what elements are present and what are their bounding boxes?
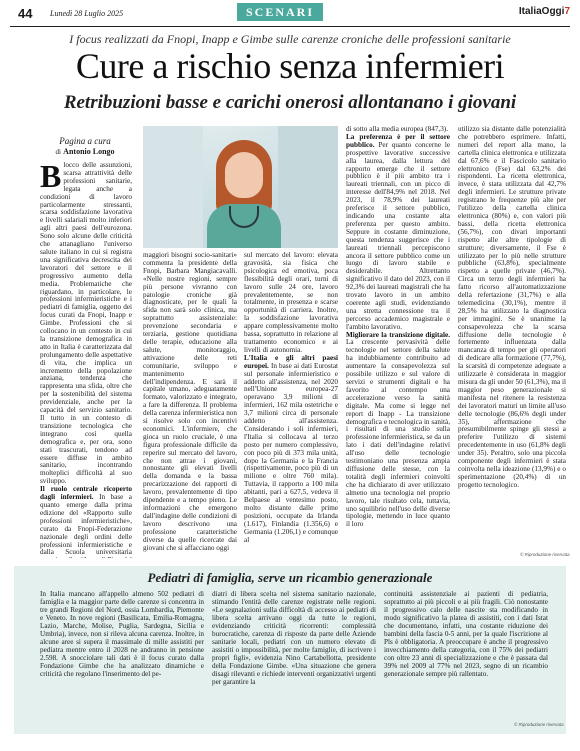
article-credit: © Riproduzione riservata (520, 552, 570, 557)
article-subheading: Il ruolo centrale ricoperto dagli infermieri. (40, 485, 132, 502)
sidebar-box (14, 566, 566, 734)
box-text: continuità assistenziale ai pazienti di pediatria, soprattutto ai più piccoli e ai più fragili. Ciò nonostante il progressivo calo delle nascite sta modificando in modo significativo la platea di assistiti, con i dati Istat che documentano, infatti, una costante riduzione dei bambini della fascia 0-5 anni, per la quale l'iscrizione al Pls è obbligatoria. A preoccupare è anche il progressivo invecchiamento della categoria, con il 75% dei pediatri con oltre 23 anni di specializzazione e che è passata dal 39% nel 2009 al 77% nel 2023, segno di un ricambio generazionale sempre più rallentato. (384, 590, 548, 678)
article-subheading: L'Italia e gli altri paesi europei. (244, 353, 338, 370)
page-number: 44 (18, 6, 33, 21)
article-text: In base a quanto emerge dalla prima edizione del «Rapporto sulle professioni infermieristiche», curato da Fnopi-Federazione nazionale degli ordini delle professioni infermieristiche e dalla Scuola universitaria (40, 493, 132, 557)
article-column-5 (458, 126, 566, 550)
box-credit: © Riproduzione riservata (514, 722, 564, 727)
article-subheading: Migliorare la transizione digitale. (346, 330, 450, 339)
article-text: La crescente pervasività delle tecnologie nel settore della salute ha indubbiamente contribuito ad aumentare la consapevolezza sul possibile utilizzo e sul valore di servizi e strumenti digitali e ha favorito al contempo una accelerazione verso la sanità digitale. Ma come si legge nel report di Inapp - La transizione demografica e tecnologica in sanità, i risultati di una studio sulla professione infermieristica, se da un lato i dati dell'indagine relativi all'uso delle tecnologie testimoniano una presenza ampia diffusione delle stesse, con la totalità degli infermieri coinvolti che ha dichiarato di aver utilizzato almeno una tecnologia nel proprio lavoro, tale risultato cela, tuttavia, uno squilibrio nell'uso delle diverse tipologie, mettendo in luce quanto il loro (346, 338, 450, 529)
box-text: In Italia mancano all'appello almeno 502 pediatri di famiglia e la maggior parte delle carenze si concentra in tre grandi Regioni del Nord, ossia Lombardia, Piemonte e Veneto. In nove regioni (Basilicata, Emilia-Romagna, Lazio, Marche, Molise, Puglia, Sardegna, Sicilia e Umbria), invece, non si rileva alcuna carenza. Inoltre, in alcune aree si supera il massimale di mille assistiti per pediatra mentre entro il 2028 ne andranno in pensione 2.598. A snocciolare tali dati è il focus curato dalla Fondazione Gimbe che ha analizzato dinamiche e criticità che regolano l'inserimento del pe- (40, 590, 204, 678)
box-column-2 (212, 590, 376, 728)
section-label: SCENARI (237, 3, 323, 21)
issue-date: Lunedì 28 Luglio 2025 (50, 9, 124, 18)
article-text: maggiori bisogni socio-sanitari» commenta la presidente della Fnopi, Barbara Mangiacavalli. «Nelle nostre regioni, sempre più persone vivranno con patologie croniche già diagnosticate, per le quali la sfida non sarà solo clinica, ma soprattutto assistenziale: prevenzione secondaria e terziaria, gestione quotidiana delle terapie, educazione alla salute, monitoraggio, attivazione delle reti comunitarie, sviluppo e mantenimento dell'indipendenza. E sarà il capitale umano, adeguatamente formato, valorizzato e integrato, a fare la differenza. Il problema della carenza infermieristica non si risolve solo con incentivi economici. L'infermiere, che gioca un ruolo cruciale, è una figura professionale difficile da reperire sul mercato del lavoro, che non attrae i giovani, nonostante gli elevati livelli della domanda e la bassa precarizzazione dei rapporti di lavoro, prevalentemente di tipo dipendente e a tempo pieno. Le informazioni che emergono dall'indagine delle condizioni di lavoro descrivono una professione caratteristiche diverse da quelle ricercate dai giovani che si affacciano oggi (143, 252, 237, 552)
article-column-2 (143, 252, 237, 558)
article-text: utilizzo sia distante dalle potenzialità che potrebbero esprimere. Infatti, numeri del report alla mano, la cartella clinica elettronica e utilizzata dal 67,6% e il Fascicolo sanitario elettronico (Fse) dal 63,2% dei rispondenti. La ricetta elettronica, invece, è stata utilizzata dal 42,7% degli infermieri. Le strutture private registrano le frequenze più alte per l'utilizzo della cartella clinica elettronica (80%) e, con valori più bassi, della ricetta elettronica (56,7%), con divari importanti rispetto alle altre tipologie di strutture; diversamente, il Fse è utilizzato per lo più nelle strutture pubbliche (63,8%), specialmente rispetto a quelle private (46,7%). Circa un terzo degli infermieri ha fatto ricorso all'automatizzazione della refertazione (31,7%) e alla telemedicina (30,1%), mentre il 28,5% ha utilizzato la diagnostica per immagini. Se è unanime la consapevolezza che la scarsa diffusione delle tecnologie è fortemente influenzata dalla mancanza di tempo per gli operatori di dedicare alla formazione (77,7%), la scarsità di competenze adeguate a utilizzarle è considerata in maggior misura da gli under 50 (61,3%), ma il maggior peso generazionale si manifesta nel ritenere la resistenza dei lavoratori maturi un limite all'uso delle tecnologie (86,6% degli under 35), affermazione che presumibilmente spinge gli stessi a preferire l'utilizzo di sistemi precedentemente in uso (61,8% degli under 35). Peraltro, solo una piccola componente degli infermieri è stata coinvolta nella ideazione (13,9%) e o sperimentazione (20,4%) di un progetto tecnologico. (458, 126, 566, 489)
nurse-photo (143, 126, 338, 248)
header-rule (10, 26, 570, 27)
byline (40, 136, 130, 157)
kicker: I focus realizzati da Fnopi, Inapp e Gimbe sulle carenze croniche delle professioni sanitarie (69, 32, 511, 46)
box-text: diatri di libera scelta nel sistema sanitario nazionale, stimando l'entità delle carenze registrate nelle regioni. «Le segnalazioni sulla difficoltà di accesso ai pediatri di libera scelta arrivano oggi da tutte le regioni, evidenziando criticità ricorrenti: complessità burocratiche, carenza di risposte da parte delle Aziende sanitarie locali, pediatri con un numero elevato di assistiti o impossibilità, per molte famiglie, di iscrivere i propri figli», evidenzia Nino Cartabellotta, presidente della Fondazione Gimbe. «Una situazione che genera disagi rilevanti e richiede interventi organizzativi urgenti per garantire la (212, 590, 376, 686)
article-text: Per quanto concerne le prospettive lavorative successive alla laurea, dalla lettura del rapporto emerge che il settore pubblico è il più ambito tra i laureati triennali, con un picco di interesse dell'84,9% nel 2018. Nel 2023, il 78,9% dei laureati preferisce il settore pubblico, indicando una costante alta preferenza per questo ambito. Seppure in costante diminuzione, questa tendenza suggerisce che i laureati triennali percepiscono ancora il settore pubblico come un luogo di lavoro stabile e desiderabile. Altrettanto significativo il dato del 2023, con il 92,3% dei laureati magistrali che ha trovato lavoro in un ambito coerente agli studi, evidenziando una stretta connessione tra il percorso accademico magistrale e l'ambito lavorativo. (346, 140, 450, 331)
byline-author: Antonio Longo (63, 147, 115, 156)
article-text: di sotto alla media europea (847,3). (346, 126, 448, 133)
box-column-3 (384, 590, 548, 720)
subheadline: Retribuzioni basse e carichi onerosi allontanano i giovani (63, 92, 517, 113)
article-text: sul mercato del lavoro: elevata gravosità, sia fisica che psicologica ed emotiva, poca flessibilità degli orari, turni di lavoro sulle 24 ore, lavoro prevalentemente, se non totalmente, in presenza e scarse opportunità di carriera. Inoltre, la soddisfazione lavorativa appare complessivamente molto bassa, soprattutto in relazione al trattamento economico e ai livelli di autonomia. (244, 252, 338, 354)
article-column-3 (244, 252, 338, 558)
article-column-4 (346, 126, 450, 558)
byline-line1: Pagina a cura (59, 136, 111, 146)
top-bar (0, 0, 580, 28)
article-text: locco delle assunzioni, scarsa attrattività delle professioni sanitarie, legata anche a condizioni di lavoro particolarmente stressanti, scarsa soddisfazione lavorativa e livelli salariali molto inferiori agli altri paesi dell'eurozona. Sono solo alcune delle criticità che attanagliano l'universo salute italiano in cui si registra una significativa decrescita dei lavoratori del settore e il progressivo aumento della media. Problematiche che riguardano, in particolare, le professioni infermieristiche e i pediatri di famiglia, oggetto dei focus curati da Fnopi, Inapp e Gimbe. Professioni che si collocano in un contesto in cui la transizione demografica in atto in Italia è caratterizzata dal prolungamento delle aspettative di vita, che implica un incremento della popolazione anziana, tendenza che rappresenta una sfida, oltre che per la sostenibilità del sistema previdenziale, anche per la capacità del servizio sanitario. Il tutto in un contesto di transizione tecnologica che integrano così quella demografica e, per ora, sono stati trascurati, tendono ad essere diffuse in ambito sanitario, incontrando molteplici difficoltà al suo sviluppo. (40, 162, 132, 486)
box-column-1 (40, 590, 204, 728)
drop-cap: B (40, 162, 62, 194)
headline: Cure a rischio senza infermieri (75, 46, 505, 86)
byline-line2: di (55, 148, 61, 156)
box-title: Pediatri di famiglia, serve un ricambio generazionale (147, 570, 433, 585)
article-subheading: La preferenza è per il settore pubblico. (346, 132, 450, 149)
article-column-1 (40, 162, 132, 558)
brand-logo: ItaliaOggi7 (518, 6, 570, 17)
article-text: In base ai dati Eurostat sul personale infermieristico e addetto all'assistenza, nel 2020 nell'Unione europea-27 operavano 3,9 milioni di infermieri, 162 mila ostetriche e 3,7 milioni circa di personale addetto all'assistenza. Considerando i soli infermieri, l'Italia si collocava al terzo posto per numero complessivo, con poco più di 373 mila unità, dopo la Germania e la Francia (rispettivamente, poco più di un milione e oltre 760 mila). Tuttavia, il rapporto a 100 mila abitanti, pari a 627,5, vedeva il Belpaese al ventesimo posto, molto distante dalle prime posizioni, occupate da Irlanda (1.617), Finlandia (1.356,6) e Germania (1.206,1) e comunque al (244, 361, 338, 544)
